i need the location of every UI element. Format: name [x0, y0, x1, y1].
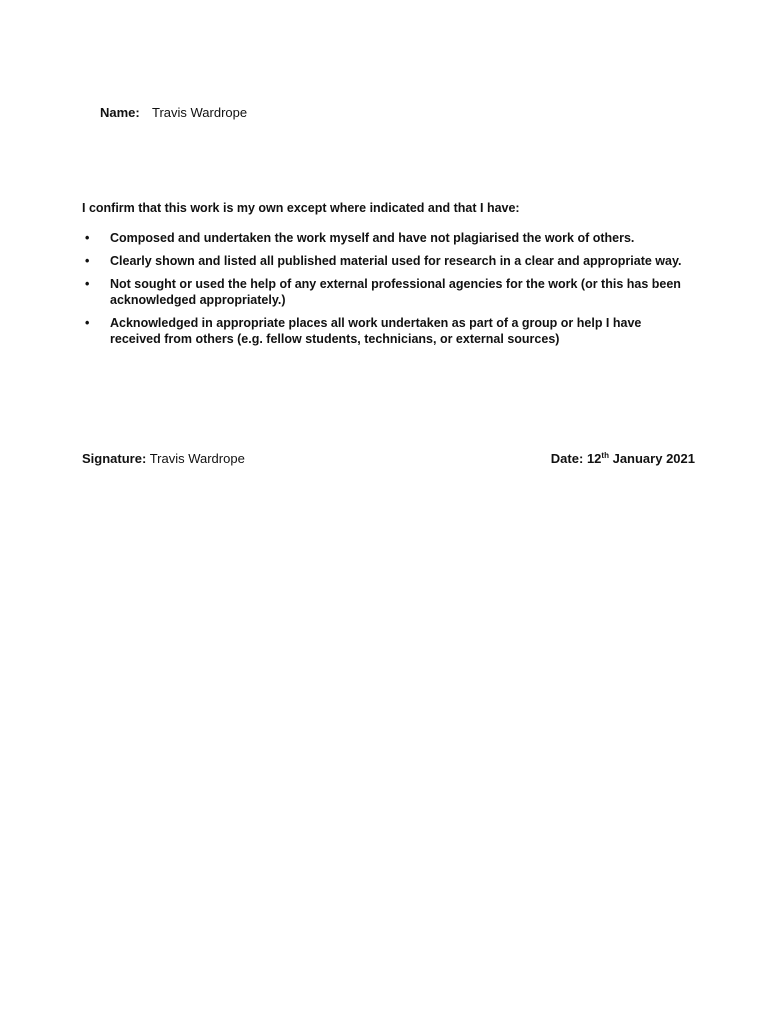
signature-row	[82, 451, 245, 466]
signature-value: Travis Wardrope	[149, 451, 245, 466]
declaration-list	[82, 230, 692, 354]
name-value: Travis Wardrope	[152, 105, 248, 120]
name-row	[100, 105, 247, 120]
list-item-text: Acknowledged in appropriate places all work undertaken as part of a group or help I have received from others (e.g. fellow students, technicians, or external sources)	[110, 316, 642, 346]
bullet-icon: •	[85, 254, 90, 268]
name-label: Name:	[100, 105, 140, 120]
list-item-text: Not sought or used the help of any external professional agencies for the work (or this has been acknowledged appropriately.)	[110, 277, 681, 307]
list-item-text: Composed and undertaken the work myself and have not plagiarised the work of others.	[110, 231, 635, 245]
list-item	[82, 230, 692, 246]
list-item	[82, 276, 692, 308]
date-row	[551, 451, 695, 466]
bullet-icon: •	[85, 277, 90, 291]
list-item	[82, 253, 692, 269]
date-day: 12	[586, 451, 602, 466]
list-item-text: Clearly shown and listed all published material used for research in a clear and appropriate way.	[110, 254, 682, 268]
date-label: Date:	[550, 451, 584, 466]
date-rest: January 2021	[612, 451, 695, 466]
signature-label: Signature:	[82, 451, 147, 466]
list-item	[82, 315, 692, 347]
date-suffix: th	[601, 451, 609, 460]
declaration-intro: I confirm that this work is my own except where indicated and that I have:	[82, 201, 520, 215]
bullet-icon: •	[85, 231, 90, 245]
bullet-icon: •	[85, 316, 90, 330]
